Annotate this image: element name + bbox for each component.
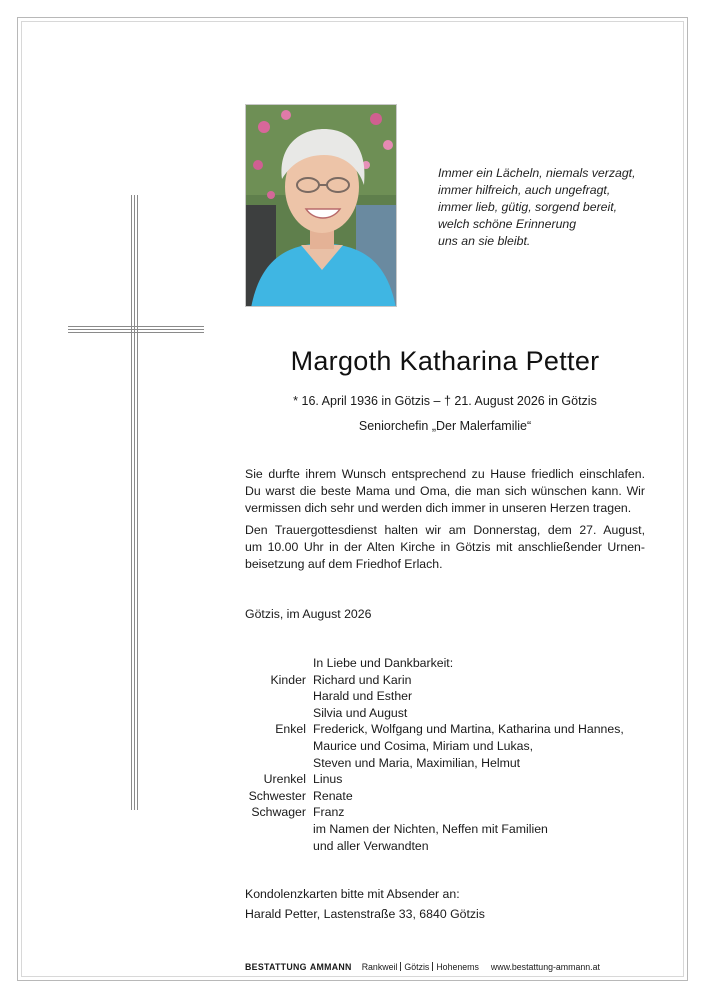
family-label (170, 738, 313, 755)
poem (438, 165, 636, 250)
message-line: vermissen dich sehr und werden dich immer in unseren Herzen tragen. (245, 501, 632, 515)
message-line: Den Trauergottesdienst halten wir am Donnerstag, dem 27. August, (245, 523, 645, 537)
divider (432, 962, 433, 971)
family-names: Steven und Maria, Maximilian, Helmut (313, 755, 521, 770)
brand-name: BESTATTUNG (245, 962, 307, 972)
family-label (170, 821, 313, 838)
family-label: Schwester (248, 788, 306, 803)
condolence-line: Kondolenzkarten bitte mit Absender an: (245, 887, 460, 901)
poem-line: Immer ein Lächeln, niemals verzagt, (438, 166, 636, 180)
family-names: im Namen der Nichten, Neffen mit Familien (313, 821, 548, 836)
family-names: Linus (313, 772, 343, 787)
family-label (170, 705, 313, 722)
family-names: Renate (313, 788, 353, 803)
family-label: Enkel (275, 722, 306, 737)
family-names: Richard und Karin (313, 672, 412, 687)
locations (362, 962, 479, 972)
location: Hohenems (436, 962, 479, 972)
family-row (170, 721, 624, 738)
family-label (170, 838, 313, 855)
family-row (170, 688, 624, 705)
condolence-note (245, 884, 485, 924)
family-row (170, 705, 624, 722)
family-row (170, 655, 624, 672)
family-label (170, 655, 313, 672)
location: Götzis (404, 962, 430, 972)
poem-line: immer hilfreich, auch ungefragt, (438, 183, 611, 197)
message-line: Sie durfte ihrem Wunsch entsprechend zu Hause friedlich einschlafen. (245, 467, 645, 481)
family-row (170, 821, 624, 838)
family-label (170, 688, 313, 705)
family-row (170, 771, 624, 788)
family-row (170, 672, 624, 689)
poem-line: uns an sie bleibt. (438, 234, 531, 248)
message-line: Du warst die beste Mama und Oma, die man sich wünschen kann. Wir (245, 484, 645, 498)
website-link[interactable]: www.bestattung-ammann.at (490, 962, 600, 972)
family-names: Maurice und Cosima, Miriam und Lukas, (313, 738, 534, 753)
family-row (170, 838, 624, 855)
poem-line: welch schöne Erinnerung (438, 217, 577, 231)
portrait-photo (245, 104, 397, 307)
family-row (170, 738, 624, 755)
cross-icon-bar (68, 326, 204, 335)
family-label: Urenkel (263, 772, 306, 787)
family-names: Harald und Esther (313, 689, 413, 704)
message-line: beisetzung auf dem Friedhof Erlach. (245, 557, 443, 571)
deceased-name: Margoth Katharina Petter (290, 346, 600, 376)
life-dates: * 16. April 1936 in Götzis – † 21. August 2026 in Götzis (293, 394, 597, 408)
divider (400, 962, 401, 971)
poem-line: immer lieb, gütig, sorgend bereit, (438, 200, 618, 214)
footer (245, 962, 600, 972)
message-paragraph-1 (245, 466, 645, 517)
family-row (170, 804, 624, 821)
family-row (170, 788, 624, 805)
condolence-address: Harald Petter, Lastenstraße 33, 6840 Götzis (245, 907, 485, 921)
family-label (170, 755, 313, 772)
message-paragraph-2 (245, 522, 645, 573)
place-date: Götzis, im August 2026 (245, 607, 372, 621)
family-label: Kinder (270, 672, 306, 687)
cross-icon (131, 195, 139, 810)
family-label: Schwager (251, 805, 306, 820)
family-list (170, 655, 624, 854)
location: Rankweil (361, 962, 398, 972)
family-names: und aller Verwandten (313, 838, 429, 853)
family-names: Franz (313, 805, 345, 820)
family-names: Silvia und August (313, 705, 408, 720)
family-names: Frederick, Wolfgang und Martina, Katharina und Hannes, (313, 722, 624, 737)
family-row (170, 755, 624, 772)
brand-name-2: AMMANN (309, 962, 352, 972)
message-line: um 10.00 Uhr in der Alten Kirche in Götzis mit anschließender Urnen- (245, 540, 645, 554)
deceased-role: Seniorchefin „Der Malerfamilie“ (358, 419, 532, 433)
family-names: In Liebe und Dankbarkeit: (313, 656, 454, 670)
